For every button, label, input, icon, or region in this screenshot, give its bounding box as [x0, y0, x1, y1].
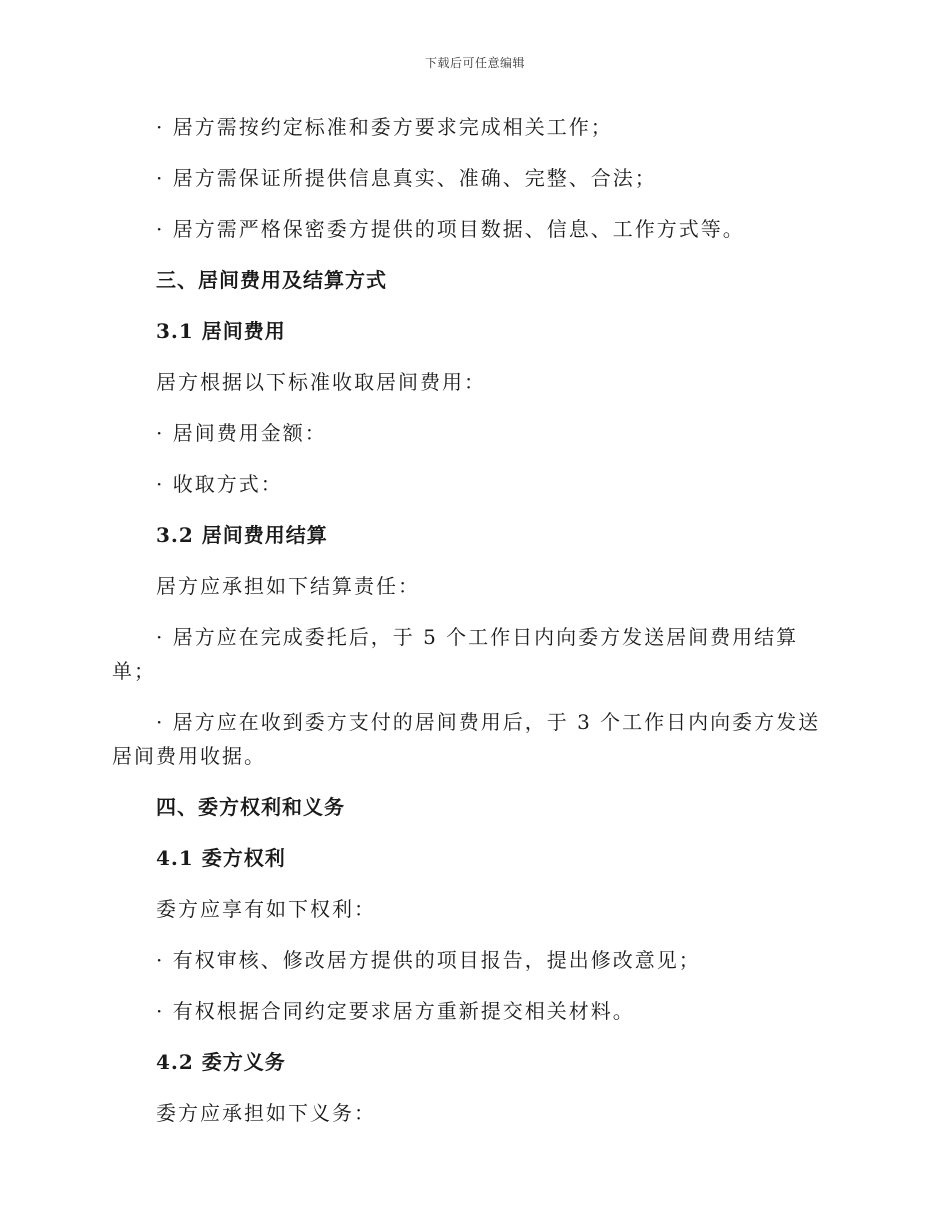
paragraph: 居方根据以下标准收取居间费用：	[156, 370, 486, 394]
subsection-heading: 4.2 委方义务	[156, 1050, 286, 1074]
paragraph: · 居方需保证所提供信息真实、准确、完整、合法；	[156, 166, 657, 190]
subsection-heading: 4.1 委方权利	[156, 846, 286, 870]
paragraph: · 有权根据合同约定要求居方重新提交相关材料。	[156, 999, 635, 1023]
subsection-heading: 3.1 居间费用	[156, 319, 286, 343]
section-heading: 三、居间费用及结算方式	[156, 268, 387, 292]
paragraph: 委方应承担如下义务：	[156, 1101, 376, 1125]
page-header: 下载后可任意编辑	[424, 56, 525, 70]
paragraph: · 收取方式：	[156, 472, 283, 496]
paragraph: · 居间费用金额：	[156, 421, 327, 445]
paragraph: · 居方应在收到委方支付的居间费用后，于 3 个工作日内向委方发送居间费用收据。	[112, 710, 821, 768]
paragraph: 委方应享有如下权利：	[156, 897, 376, 921]
section-heading: 四、委方权利和义务	[156, 795, 345, 819]
paragraph: · 居方需严格保密委方提供的项目数据、信息、工作方式等。	[156, 217, 745, 241]
subsection-heading: 3.2 居间费用结算	[156, 523, 328, 547]
paragraph: · 居方应在完成委托后，于 5 个工作日内向委方发送居间费用结算单；	[112, 625, 799, 683]
paragraph: · 有权审核、修改居方提供的项目报告，提出修改意见；	[156, 948, 701, 972]
paragraph: · 居方需按约定标准和委方要求完成相关工作；	[156, 115, 613, 139]
paragraph: 居方应承担如下结算责任：	[156, 574, 420, 598]
document-body	[112, 110, 824, 1147]
